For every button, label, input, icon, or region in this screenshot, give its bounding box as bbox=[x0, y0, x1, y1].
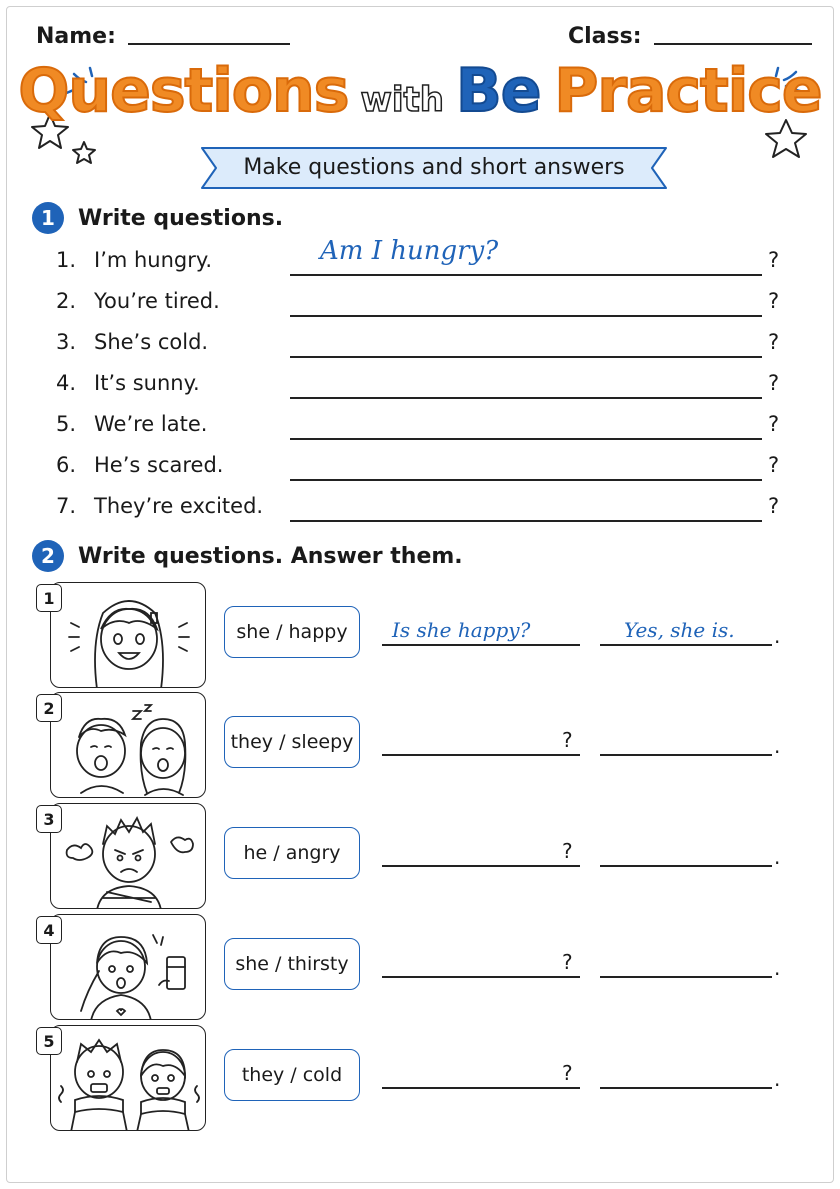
worksheet-title bbox=[0, 56, 840, 126]
answer-line[interactable] bbox=[600, 754, 772, 756]
question-prompt: We’re late. bbox=[94, 412, 208, 436]
section-1-heading bbox=[32, 202, 283, 234]
class-field bbox=[568, 24, 812, 49]
angry-boy-illustration bbox=[50, 803, 206, 909]
question-line[interactable] bbox=[382, 754, 580, 756]
question-row bbox=[56, 236, 796, 278]
question-mark: ? bbox=[768, 248, 780, 272]
picture-number: 2 bbox=[36, 694, 62, 722]
written-answer[interactable]: Yes, she is. bbox=[624, 618, 735, 642]
question-prompt: You’re tired. bbox=[94, 289, 220, 313]
name-input-line[interactable] bbox=[128, 43, 290, 45]
section-2-title: Write questions. Answer them. bbox=[78, 543, 463, 569]
question-line[interactable] bbox=[382, 1087, 580, 1089]
cold-children-icon bbox=[51, 1026, 206, 1131]
picture-number: 1 bbox=[36, 584, 62, 612]
question-mark: ? bbox=[562, 950, 573, 974]
word-cue: she / happy bbox=[224, 606, 360, 658]
question-prompt: It’s sunny. bbox=[94, 371, 200, 395]
question-mark: ? bbox=[768, 412, 780, 436]
question-mark: ? bbox=[768, 453, 780, 477]
name-label: Name: bbox=[36, 24, 116, 49]
question-prompt: They’re excited. bbox=[94, 494, 264, 518]
question-number: 4. bbox=[56, 371, 77, 395]
word-cue: he / angry bbox=[224, 827, 360, 879]
question-row bbox=[56, 494, 796, 524]
picture-exercise-row bbox=[36, 692, 796, 798]
answer-line[interactable] bbox=[290, 397, 762, 399]
question-prompt: She’s cold. bbox=[94, 330, 209, 354]
question-mark: ? bbox=[768, 330, 780, 354]
period: . bbox=[774, 734, 781, 758]
question-row bbox=[56, 330, 796, 360]
question-mark: ? bbox=[768, 289, 780, 313]
period: . bbox=[774, 624, 781, 648]
question-number: 6. bbox=[56, 453, 77, 477]
thirsty-girl-icon bbox=[51, 915, 206, 1020]
section-1-number: 1 bbox=[32, 202, 64, 234]
title-word-be: Be bbox=[455, 56, 541, 126]
picture-number: 3 bbox=[36, 805, 62, 833]
written-question[interactable]: Is she happy? bbox=[392, 618, 531, 642]
question-prompt: He’s scared. bbox=[94, 453, 224, 477]
question-mark: ? bbox=[768, 494, 780, 518]
subtitle-banner bbox=[200, 146, 668, 190]
question-mark: ? bbox=[562, 839, 573, 863]
picture-exercise-row bbox=[36, 803, 796, 909]
period: . bbox=[774, 956, 781, 980]
question-row bbox=[56, 412, 796, 442]
word-cue: they / sleepy bbox=[224, 716, 360, 768]
sleepy-children-icon bbox=[51, 693, 206, 798]
picture-exercise-row bbox=[36, 914, 796, 1020]
question-number: 1. bbox=[56, 248, 77, 272]
question-row bbox=[56, 289, 796, 319]
picture-number: 5 bbox=[36, 1027, 62, 1055]
picture-exercise-row bbox=[36, 1025, 796, 1131]
question-line[interactable] bbox=[382, 865, 580, 867]
period: . bbox=[774, 1067, 781, 1091]
title-word-with: with bbox=[360, 80, 444, 120]
question-line[interactable] bbox=[382, 976, 580, 978]
answer-line[interactable] bbox=[600, 976, 772, 978]
section-2-number: 2 bbox=[32, 540, 64, 572]
happy-girl-icon bbox=[51, 583, 206, 688]
title-word-questions: Questions bbox=[18, 56, 349, 126]
question-line[interactable] bbox=[382, 644, 580, 646]
answer-line[interactable] bbox=[600, 1087, 772, 1089]
period: . bbox=[774, 845, 781, 869]
word-cue: she / thirsty bbox=[224, 938, 360, 990]
class-label: Class: bbox=[568, 24, 642, 49]
class-input-line[interactable] bbox=[654, 43, 812, 45]
question-answer[interactable]: Am I hungry? bbox=[320, 236, 499, 266]
answer-line[interactable] bbox=[600, 644, 772, 646]
title-word-practice: Practice bbox=[554, 56, 822, 126]
answer-line[interactable] bbox=[600, 865, 772, 867]
question-number: 7. bbox=[56, 494, 77, 518]
answer-line[interactable] bbox=[290, 520, 762, 522]
question-prompt: I’m hungry. bbox=[94, 248, 213, 272]
angry-boy-icon bbox=[51, 804, 206, 909]
picture-number: 4 bbox=[36, 916, 62, 944]
answer-line[interactable] bbox=[290, 356, 762, 358]
answer-line[interactable] bbox=[290, 315, 762, 317]
section-2-heading bbox=[32, 540, 463, 572]
question-row bbox=[56, 371, 796, 401]
answer-line[interactable] bbox=[290, 438, 762, 440]
subtitle-text: Make questions and short answers bbox=[243, 155, 625, 180]
word-cue: they / cold bbox=[224, 1049, 360, 1101]
happy-girl-illustration bbox=[50, 582, 206, 688]
name-field bbox=[36, 24, 290, 49]
question-number: 3. bbox=[56, 330, 77, 354]
answer-line[interactable] bbox=[290, 274, 762, 276]
question-mark: ? bbox=[768, 371, 780, 395]
question-mark: ? bbox=[562, 728, 573, 752]
question-number: 5. bbox=[56, 412, 77, 436]
thirsty-girl-illustration bbox=[50, 914, 206, 1020]
section-1-title: Write questions. bbox=[78, 205, 284, 231]
sleepy-children-illustration bbox=[50, 692, 206, 798]
question-mark: ? bbox=[562, 1061, 573, 1085]
question-row bbox=[56, 453, 796, 483]
answer-line[interactable] bbox=[290, 479, 762, 481]
question-number: 2. bbox=[56, 289, 77, 313]
picture-exercise-row bbox=[36, 582, 796, 688]
cold-children-illustration bbox=[50, 1025, 206, 1131]
